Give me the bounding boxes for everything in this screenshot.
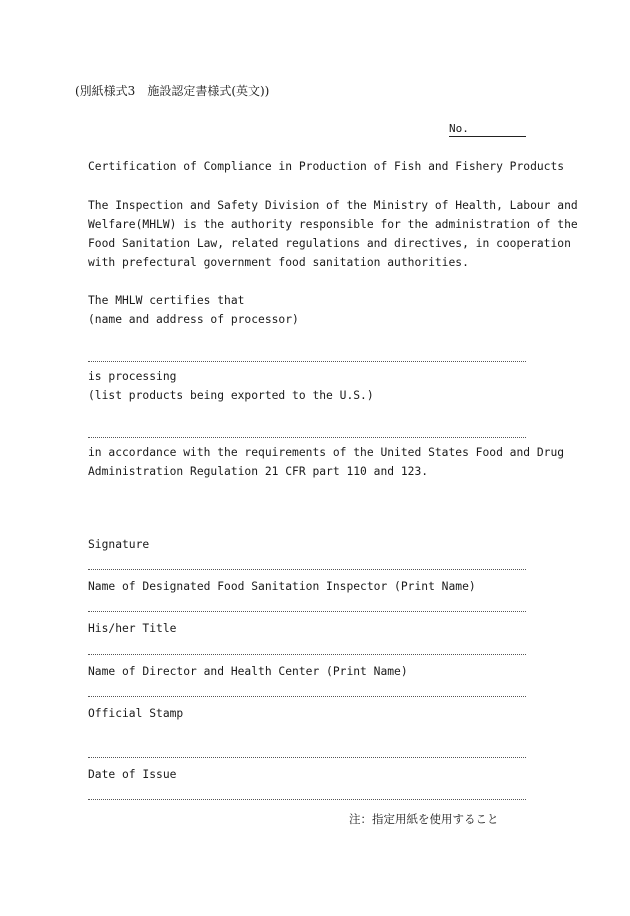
accordance-paragraph [88,443,564,481]
certificate-title: Certification of Compliance in Production of Fish and Fishery Products [88,160,565,173]
certifies-line: The MHLW certifies that [88,294,245,307]
processing-paragraph [88,367,374,405]
products-entry-line [88,437,526,438]
official-stamp-line [88,757,526,758]
inspector-name-label: Name of Designated Food Sanitation Inspector (Print Name) [88,580,476,593]
form-header: (別紙様式3 施設認定書様式(英文)) [75,84,270,98]
director-name-line [88,696,526,697]
inspector-name-line [88,611,526,612]
director-name-label: Name of Director and Health Center (Print Name) [88,665,408,678]
signature-line [88,569,526,570]
intro-line: Welfare(MHLW) is the authority responsible for the administration of the [88,218,578,231]
official-stamp-label: Official Stamp [88,707,184,720]
footer-note: 注：指定用紙を使用すること [349,812,499,826]
title-line [88,654,526,655]
accordance-line: Administration Regulation 21 CFR part 110 and 123. [88,465,429,478]
certificate-number: No. [449,122,526,137]
intro-line: Food Sanitation Law, related regulations and directives, in cooperation [88,237,571,250]
date-of-issue-line [88,799,526,800]
date-of-issue-label: Date of Issue [88,768,177,781]
products-instruction: (list products being exported to the U.S.) [88,389,374,402]
title-label: His/her Title [88,622,177,635]
signature-label: Signature [88,538,150,551]
intro-paragraph [88,196,578,272]
processor-entry-line [88,361,526,362]
processor-instruction: (name and address of processor) [88,313,299,326]
processing-line: is processing [88,370,177,383]
accordance-line: in accordance with the requirements of the United States Food and Drug [88,446,565,459]
intro-line: The Inspection and Safety Division of the Ministry of Health, Labour and [88,199,578,212]
certifies-paragraph [88,291,299,329]
intro-line: with prefectural government food sanitation authorities. [88,256,469,269]
